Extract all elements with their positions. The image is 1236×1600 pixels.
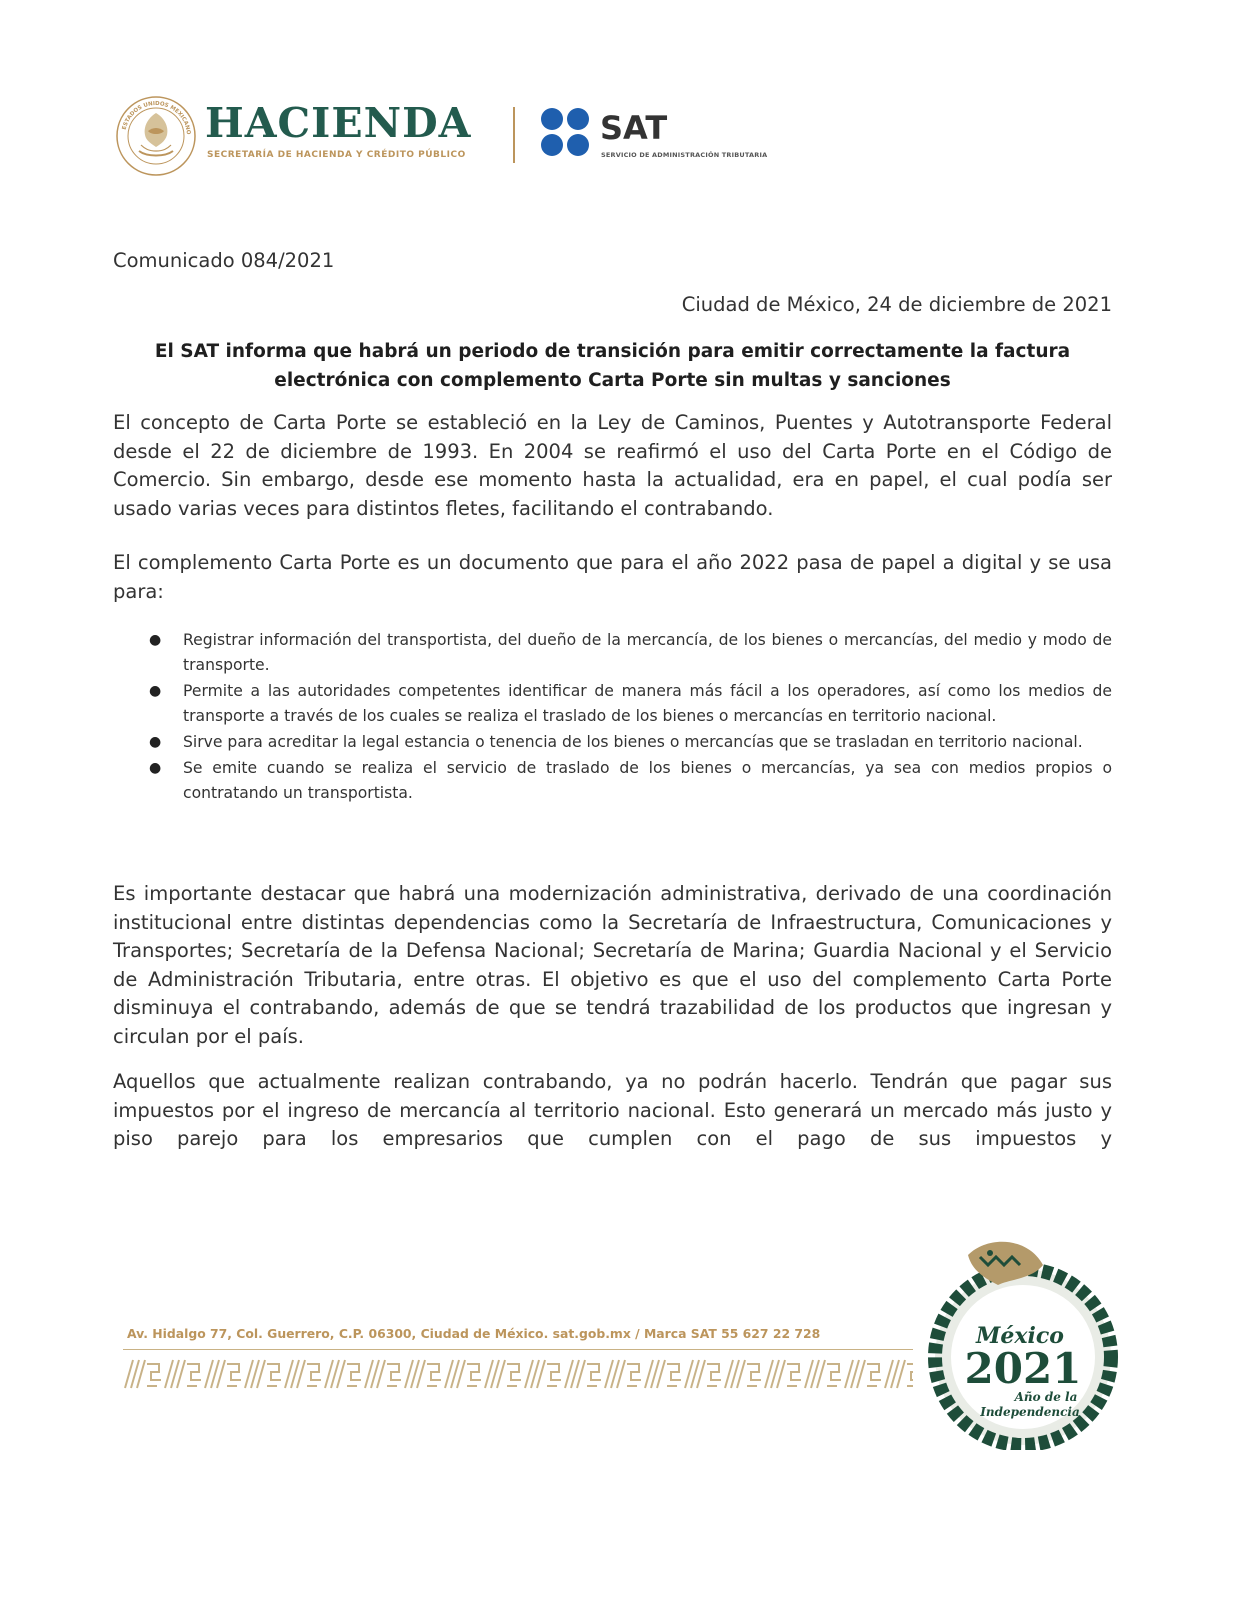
paragraph-complement: El complemento Carta Porte es un documento que para el año 2022 pasa de papel a digital y se usa para:	[113, 551, 1112, 603]
emblem-country: México	[976, 1323, 1064, 1349]
list-item	[113, 730, 1112, 755]
decorative-greca-band	[123, 1358, 913, 1390]
footer-address: Av. Hidalgo 77, Col. Guerrero, C.P. 06300, Ciudad de México. sat.gob.mx / Marca SAT 55 627 22 728	[127, 1326, 821, 1341]
emblem-year: 2021	[964, 1344, 1082, 1393]
list-item-text: Registrar información del transportista, del dueño de la mercancía, de los bienes o mercancías, del medio y modo de transporte.	[183, 631, 1112, 674]
mexico-2021-independence-emblem	[928, 1235, 1118, 1450]
bullet-icon: ●	[149, 632, 162, 648]
bullet-icon: ●	[149, 760, 162, 776]
list-item	[113, 628, 1112, 678]
bullet-icon: ●	[149, 683, 162, 699]
list-item	[113, 679, 1112, 729]
list-item-text: Permite a las autoridades competentes identificar de manera más fácil a los operadores, así como los medios de transporte a través de los cuales se realiza el traslado de los bienes o mercancías en territorio nacional.	[183, 682, 1112, 725]
hacienda-subtitle: SECRETARÍA DE HACIENDA Y CRÉDITO PÚBLICO	[207, 150, 466, 160]
emblem-motto-2: Independencia	[980, 1405, 1080, 1419]
list-item	[113, 756, 1112, 806]
press-release-date: Ciudad de México, 24 de diciembre de 2021	[681, 293, 1112, 316]
title-line-2: electrónica con complemento Carta Porte sin multas y sanciones	[274, 370, 951, 391]
mexican-coat-of-arms-seal	[115, 95, 197, 177]
list-item-text: Se emite cuando se realiza el servicio de traslado de los bienes o mercancías, ya sea con medios propios o contratando un transportista.	[183, 759, 1112, 802]
svg-text:ESTADOS UNIDOS MEXICANOS: ESTADOS UNIDOS MEXICANO	[121, 100, 192, 135]
sat-logo-text: SAT	[600, 109, 668, 147]
press-release-number: Comunicado 084/2021	[113, 249, 335, 272]
sat-subtitle: SERVICIO DE ADMINISTRACIÓN TRIBUTARIA	[601, 151, 768, 159]
paragraph-contraband: Aquellos que actualmente realizan contrabando, ya no podrán hacerlo. Tendrán que pagar sus impuestos por el ingreso de mercancía al territorio nacional. Esto generará un mercado más justo y piso parejo para los empresarios que cumplen con el pago de sus impuestos y	[113, 1070, 1112, 1151]
footer-divider	[123, 1349, 913, 1350]
title-line-1: El SAT informa que habrá un periodo de transición para emitir correctamente la factura	[154, 341, 1071, 362]
letterhead	[115, 95, 815, 185]
emblem-motto-1: Año de la	[1014, 1390, 1078, 1404]
bullet-icon: ●	[149, 734, 162, 750]
paragraph-history: El concepto de Carta Porte se estableció en la Ley de Caminos, Puentes y Autotransporte Federal desde el 22 de diciembre de 1993. En 2004 se reafirmó el uso del Carta Porte en el Código de Comercio. Sin embargo, desde ese momento hasta la actualidad, era en papel, el cual podía ser usado varias veces para distintos fletes, facilitando el contrabando.	[113, 411, 1112, 520]
sat-logo-icon	[540, 107, 592, 159]
paragraph-modernization: Es importante destacar que habrá una modernización administrativa, derivado de una coordinación institucional entre distintas dependencias como la Secretaría de Infraestructura, Comunicaciones y Transportes; Secretaría de la Defensa Nacional; Secretaría de Marina; Guardia Nacional y el Servicio de Administración Tributaria, entre otras. El objetivo es que el uso del complemento Carta Porte disminuya el contrabando, además de que se tendrá trazabilidad de los productos que ingresan y circulan por el país.	[113, 882, 1112, 1048]
press-release-title	[113, 337, 1112, 395]
uses-list	[113, 628, 1112, 807]
list-item-text: Sirve para acreditar la legal estancia o tenencia de los bienes o mercancías que se trasladan en territorio nacional.	[183, 733, 1083, 751]
logo-divider	[513, 107, 515, 163]
hacienda-logo-text: HACIENDA	[205, 99, 472, 147]
